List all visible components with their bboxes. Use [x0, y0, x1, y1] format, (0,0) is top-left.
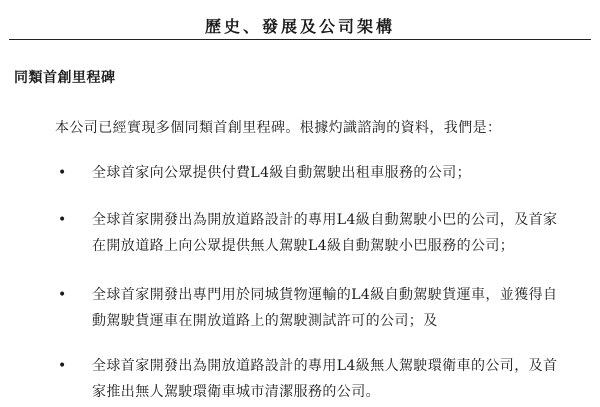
bullet-marker: •	[58, 358, 67, 374]
bullet-marker: •	[58, 165, 67, 181]
page-header-title: 歷史、發展及公司架構	[204, 17, 395, 36]
bullet-text	[92, 207, 587, 259]
bullet-text	[92, 353, 587, 405]
bullet-line: 家推出無人駕駛環衛車城市清潔服務的公司。	[92, 384, 380, 400]
bullet-line: 動駕駛貨運車在開放道路上的駕駛測試許可的公司；及	[92, 313, 438, 329]
bullet-text	[92, 160, 587, 186]
bullet-line: 全球首家開發出為開放道路設計的專用L4級無人駕駛環衛車的公司，及首	[92, 358, 558, 374]
bullet-line: 全球首家向公眾提供付費L4級自動駕駛出租車服務的公司；	[92, 165, 472, 181]
bullet-text	[92, 282, 587, 334]
bullet-line: 全球首家開發出為開放道路設計的專用L4級自動駕駛小巴的公司，及首家	[92, 212, 558, 228]
bullet-line: 在開放道路上向公眾提供無人駕駛L4級自動駕駛小巴服務的公司；	[92, 238, 515, 254]
intro-paragraph: 本公司已經實現多個同類首創里程碑。根據灼識諮詢的資料，我們是：	[55, 120, 502, 136]
header-rule	[9, 39, 591, 40]
section-heading: 同類首創里程碑	[14, 70, 116, 86]
bullet-marker: •	[58, 212, 67, 228]
bullet-marker: •	[58, 287, 67, 303]
bullet-line: 全球首家開發出專門用於同城貨物運輸的L4級自動駕駛貨運車，並獲得自	[92, 287, 558, 303]
